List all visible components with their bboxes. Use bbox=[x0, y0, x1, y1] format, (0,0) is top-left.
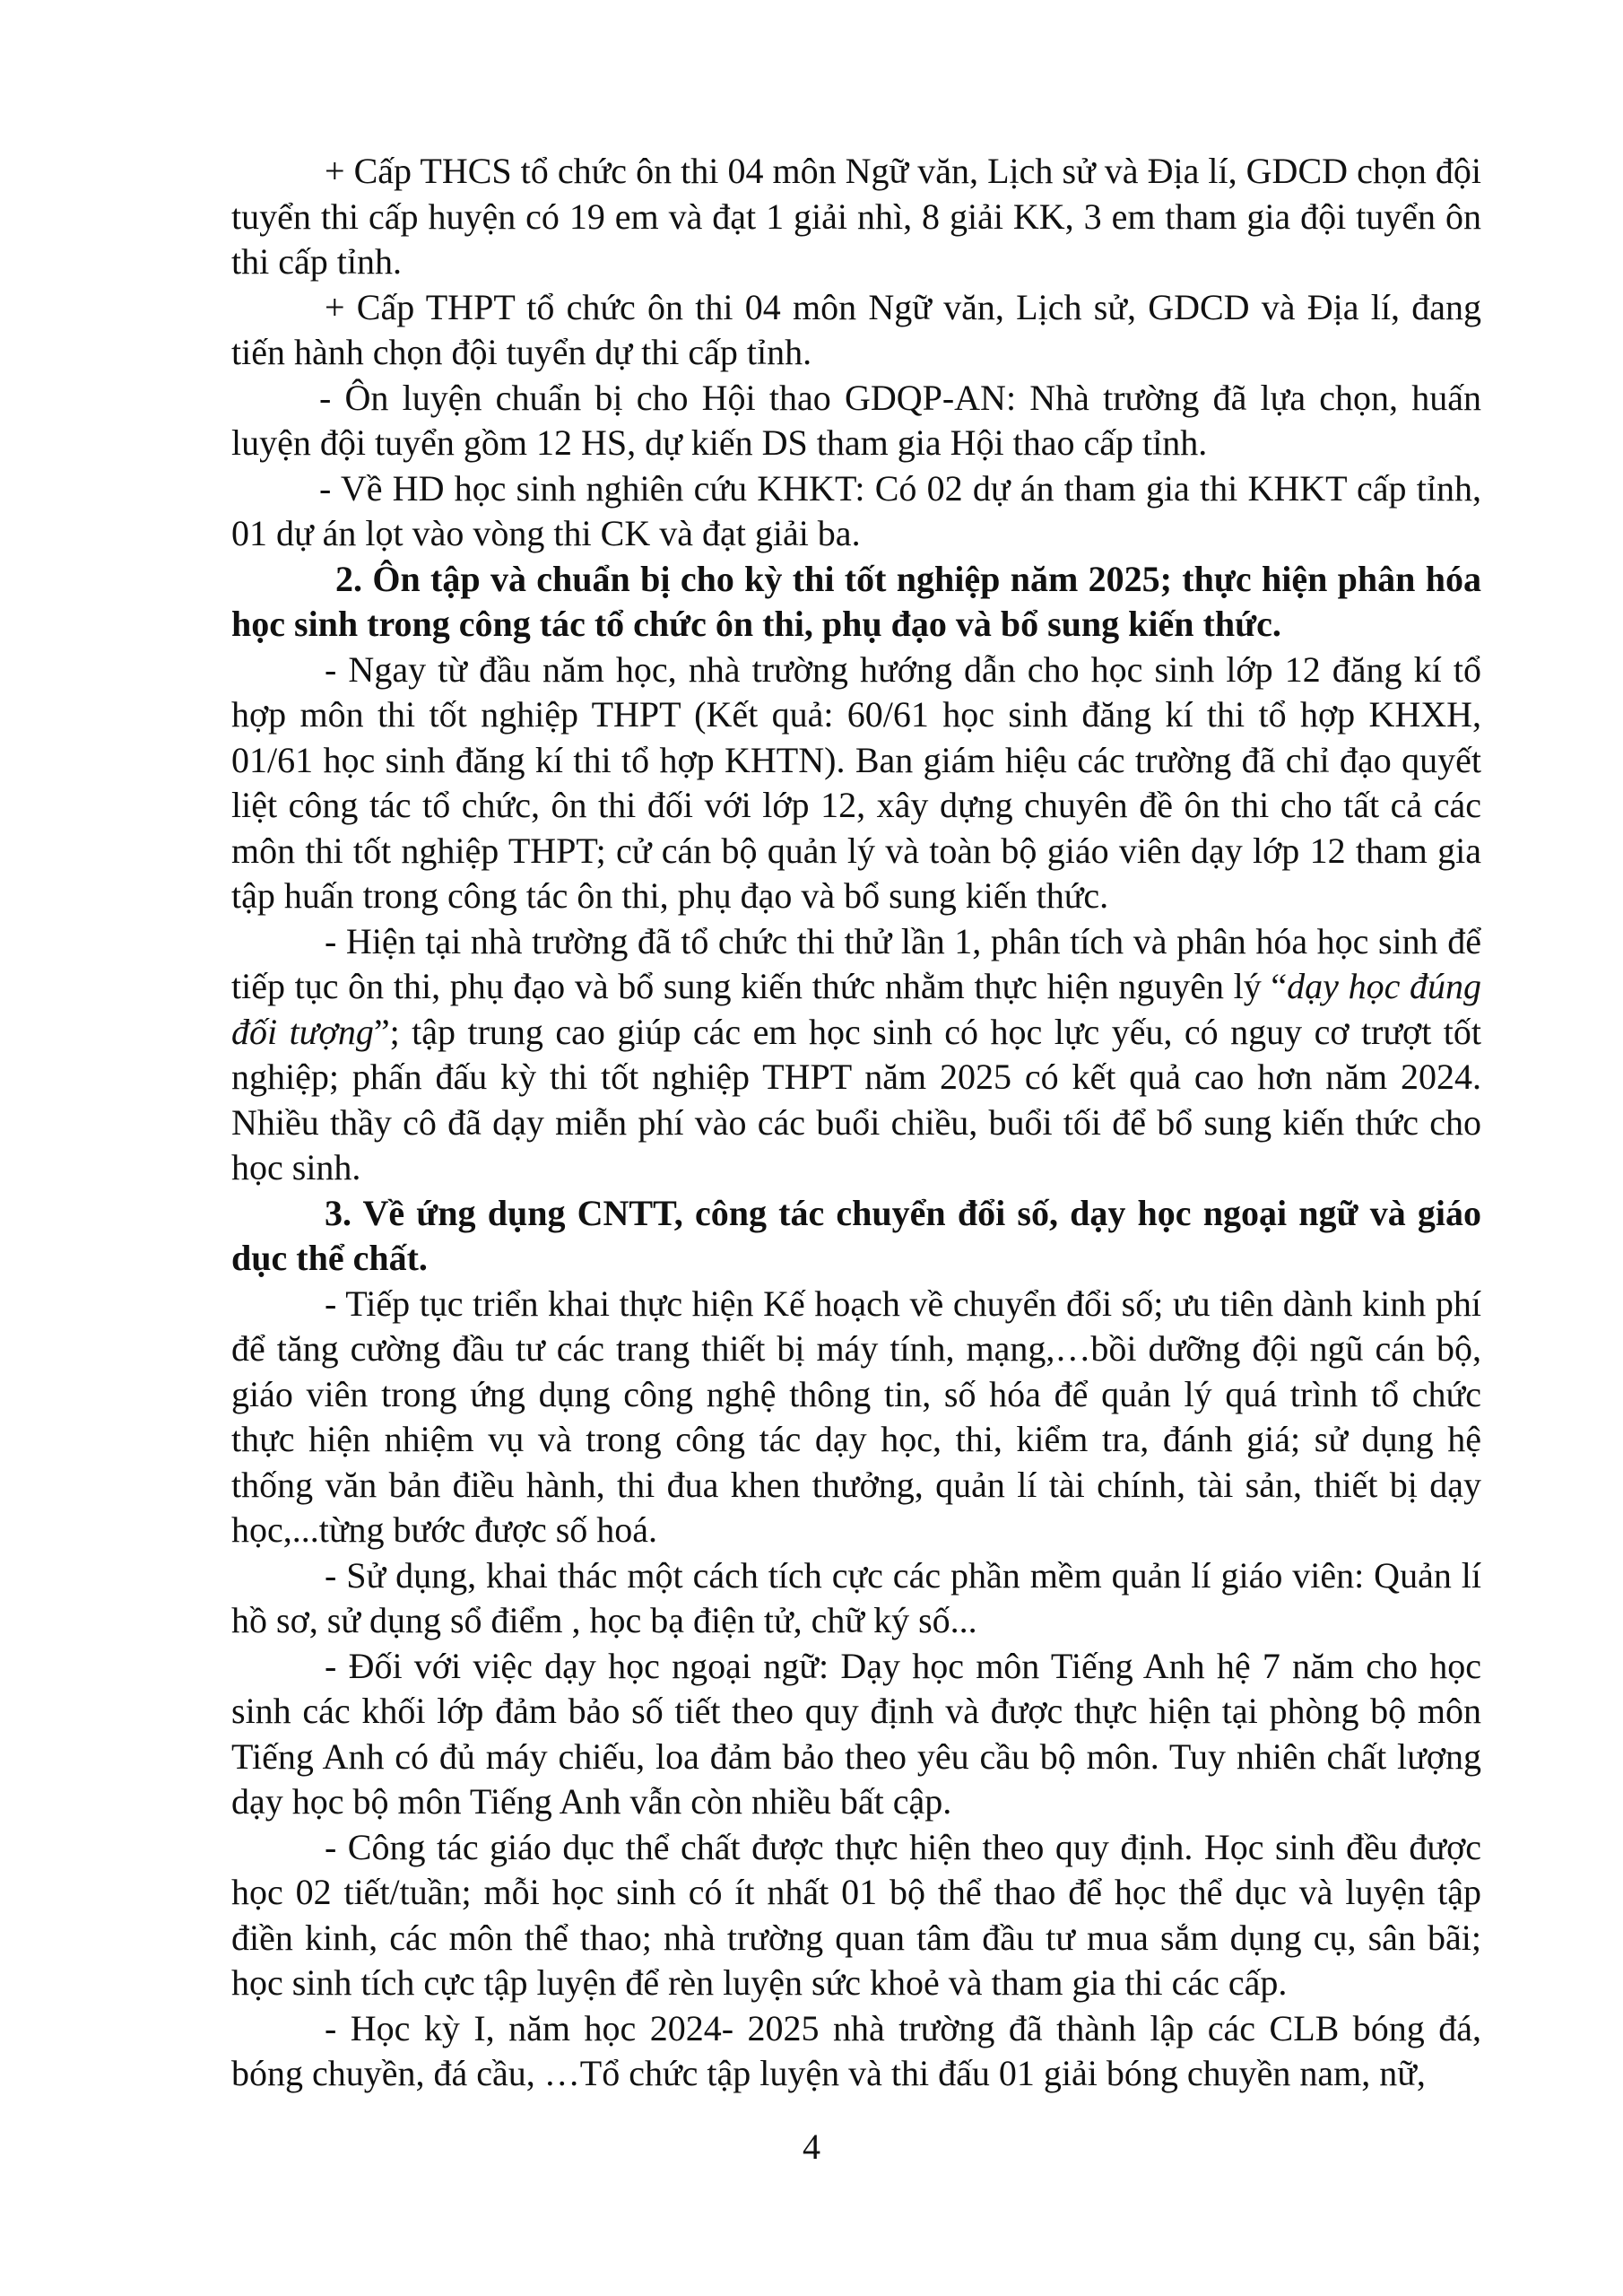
section-heading-3: 3. Về ứng dụng CNTT, công tác chuyển đổi số, dạy học ngoại ngữ và giáo dục thể chất. bbox=[231, 1192, 1481, 1278]
paragraph-physical-education: - Công tác giáo dục thể chất được thực hiện theo quy định. Học sinh đều được học 02 tiết/tuần; mỗi học sinh có ít nhất 01 bộ thể thao để học thể dục và luyện tập điền kinh, các môn thể thao; nhà trường quan tâm đầu tư mua sắm dụng cụ, sân bãi; học sinh tích cực tập luyện để rèn luyện sức khoẻ và tham gia thi các cấp. bbox=[231, 1826, 1481, 2003]
mock-exam-text-end: ”; tập trung cao giúp các em học sinh có học lực yếu, có nguy cơ trượt tốt nghiệp; phấn đấu kỳ thi tốt nghiệp THPT năm 2025 có kết quả cao hơn năm 2024. Nhiều thầy cô đã dạy miễn phí vào các buổi chiều, buổi tối để bổ sung kiến thức cho học sinh. bbox=[231, 1011, 1482, 1187]
mock-exam-text-start: - Hiện tại nhà trường đã tổ chức thi thử lần 1, phân tích và phân hóa học sinh để tiếp tục ôn thi, phụ đạo và bổ sung kiến thức nhằm thực hiện nguyên lý “ bbox=[231, 920, 1481, 1006]
document-body bbox=[231, 149, 1481, 2097]
paragraph-khkt: - Về HD học sinh nghiên cứu KHKT: Có 02 dự án tham gia thi KHKT cấp tỉnh, 01 dự án lọt vào vòng thi CK và đạt giải ba. bbox=[231, 467, 1481, 553]
paragraph-thcs-review: + Cấp THCS tổ chức ôn thi 04 môn Ngữ văn, Lịch sử và Địa lí, GDCD chọn đội tuyển thi cấp huyện có 19 em và đạt 1 giải nhì, 8 giải KK, 3 em tham gia đội tuyển ôn thi cấp tỉnh. bbox=[231, 151, 1481, 282]
paragraph-gdqp-an: - Ôn luyện chuẩn bị cho Hội thao GDQP-AN: Nhà trường đã lựa chọn, huấn luyện đội tuyển gồm 12 HS, dự kiến DS tham gia Hội thao cấp tỉnh. bbox=[231, 377, 1481, 463]
mock-exam-italic-phrase: dạy học đúng đối tượng bbox=[231, 966, 1481, 1052]
paragraph-exam-registration: - Ngay từ đầu năm học, nhà trường hướng dẫn cho học sinh lớp 12 đăng kí tổ hợp môn thi tốt nghiệp THPT (Kết quả: 60/61 học sinh đăng kí thi tổ hợp KHXH, 01/61 học sinh đăng kí thi tổ hợp KHTN). Ban giám hiệu các trường đã chỉ đạo quyết liệt công tác tổ chức, ôn thi đối với lớp 12, xây dựng chuyên đề ôn thi cho tất cả các môn thi tốt nghiệp THPT; cử cán bộ quản lý và toàn bộ giáo viên dạy lớp 12 tham gia tập huấn trong công tác ôn thi, phụ đạo và bổ sung kiến thức. bbox=[231, 648, 1481, 916]
paragraph-thpt-review: + Cấp THPT tổ chức ôn thi 04 môn Ngữ văn, Lịch sử, GDCD và Địa lí, đang tiến hành chọn đội tuyển dự thi cấp tỉnh. bbox=[231, 286, 1481, 372]
paragraph-software-usage: - Sử dụng, khai thác một cách tích cực các phần mềm quản lí giáo viên: Quản lí hồ sơ, sử dụng sổ điểm , học bạ điện tử, chữ ký số... bbox=[231, 1554, 1481, 1640]
paragraph-sports-clubs: - Học kỳ I, năm học 2024- 2025 nhà trường đã thành lập các CLB bóng đá, bóng chuyền, đá cầu, …Tổ chức tập luyện và thi đấu 01 giải bóng chuyền nam, nữ, bbox=[231, 2007, 1481, 2093]
paragraph-mock-exam bbox=[231, 919, 1481, 1191]
paragraph-digital-transformation: - Tiếp tục triển khai thực hiện Kế hoạch về chuyển đổi số; ưu tiên dành kinh phí để tăng cường đầu tư các trang thiết bị máy tính, mạng,…bồi dưỡng đội ngũ cán bộ, giáo viên trong ứng dụng công nghệ thông tin, số hóa để quản lý quá trình tổ chức thực hiện nhiệm vụ và trong công tác dạy học, thi, kiểm tra, đánh giá; sử dụng hệ thống văn bản điều hành, thi đua khen thưởng, quản lí tài chính, tài sản, thiết bị dạy học,...từng bước được số hoá. bbox=[231, 1283, 1481, 1550]
paragraph-foreign-language: - Đối với việc dạy học ngoại ngữ: Dạy học môn Tiếng Anh hệ 7 năm cho học sinh các khối lớp đảm bảo số tiết theo quy định và được thực hiện tại phòng bộ môn Tiếng Anh có đủ máy chiếu, loa đảm bảo theo yêu cầu bộ môn. Tuy nhiên chất lượng dạy học bộ môn Tiếng Anh vẫn còn nhiều bất cập. bbox=[231, 1645, 1481, 1822]
page-number: 4 bbox=[803, 2126, 820, 2167]
section-heading-2: 2. Ôn tập và chuẩn bị cho kỳ thi tốt nghiệp năm 2025; thực hiện phân hóa học sinh trong công tác tổ chức ôn thi, phụ đạo và bổ sung kiến thức. bbox=[231, 558, 1481, 644]
